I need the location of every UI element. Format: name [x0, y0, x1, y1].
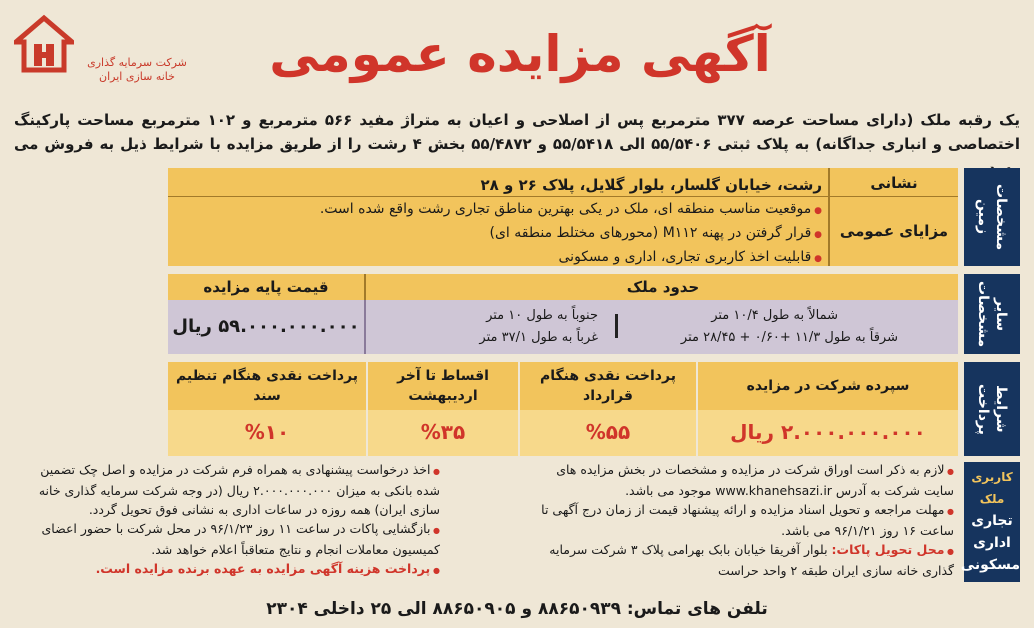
deposit-value: ۲.۰۰۰.۰۰۰.۰۰۰ ریال: [730, 420, 926, 444]
cash-contract-cell: [518, 362, 696, 456]
installment-label: اقساط تا آخر اردیبهشت: [397, 368, 489, 404]
note-item: ● بازگشایی پاکات در ساعت ۱۱ روز ۹۶/۱/۲۳ در محل شرکت با حضور اعضای کمیسیون معاملات انجام و نتایج متعاقباً اعلام خواهد شد.: [14, 519, 440, 559]
house-icon: [14, 14, 74, 74]
address-label: نشانی: [870, 174, 918, 192]
cash-contract-value: %۵۵: [585, 420, 631, 444]
contact-phones: تلفن های تماس: ۸۸۶۵۰۹۳۹ و ۸۸۶۵۰۹۰۵ الی ۲۵ داخلی ۲۳۰۴: [266, 599, 768, 619]
cash-contract-label: پرداخت نقدی هنگام قرارداد: [540, 368, 676, 404]
advantage-item: ● قابلیت اخذ کاربری تجاری، اداری و مسکونی: [182, 246, 822, 270]
section-label-other: سایر مشخصات: [964, 274, 1020, 354]
cash-deed-value: %۱۰: [244, 420, 290, 444]
payment-terms: [168, 362, 958, 456]
cash-deed-label: پرداخت نقدی هنگام تنظیم سند: [175, 368, 359, 404]
price-label: قیمت پایه مزایده: [168, 274, 366, 300]
installment-cell: [366, 362, 518, 456]
usage-label-small: کاربری ملک: [971, 470, 1013, 506]
other-specs-header: [168, 274, 958, 300]
section-label-land: مشخصات زمین: [964, 168, 1020, 266]
advantage-item: ● موقعیت مناسب منطقه ای، ملک در یکی بهترین مناطق تجاری رشت واقع شده است.: [182, 198, 822, 222]
intro-paragraph: یک رقبه ملک (دارای مساحت عرصه ۳۷۷ مترمربع پس از اصلاحی و اعیان به متراژ مفید ۵۶۶ مترمربع و ۱۰۲ مترمربع مساحت پارکینگ اختصاصی و انباری جداگانه) به پلاک ثبتی ۵۵/۵۴۰۶ الی ۵۵/۵۴۱۸ و ۵۵/۴۸۷۲ بخش ۴ رشت را از طریق مزایده با شرایط ذیل به فروش می: [14, 111, 1021, 153]
land-specs-box: [168, 168, 958, 266]
delivery-label: محل تحویل پاکات:: [831, 542, 945, 557]
title-text: آگهی مزایده عمومی: [269, 25, 771, 83]
usage-label: [960, 462, 1020, 582]
notes-right: [534, 460, 954, 580]
logo-text: شرکت سرمایه گذاری خانه سازی ایران: [87, 56, 187, 83]
other-specs-body: [168, 300, 958, 354]
advantages-label: مزایای عمومی: [839, 222, 949, 240]
bound-east: شرقاً به طول ۱۱/۳ +۰/۶۰ + ۲۸/۴۵ متر: [680, 330, 898, 345]
note-item: [534, 540, 954, 580]
delivery-address: بلوار آفریقا خیابان بابک بهرامی پلاک ۳ شرکت سرمایه گذاری خانه سازی ایران طبقه ۲ واحد حراست: [549, 542, 954, 578]
cash-deed-cell: [168, 362, 366, 456]
bound-south: جنوباً به طول ۱۰ متر: [486, 308, 598, 323]
installment-value: %۳۵: [420, 420, 466, 444]
note-item: ● لازم به ذکر است اوراق شرکت در مزایده و مشخصات در بخش مزایده های سایت شرکت به آدرس www.khanehsazi.ir موجود می باشد.: [534, 460, 954, 500]
notes-left: [14, 460, 440, 580]
base-price: ۵۹.۰۰۰.۰۰۰.۰۰۰ ریال: [168, 300, 366, 354]
advantages-list: [182, 198, 822, 270]
note-item: ● اخذ درخواست پیشنهادی به همراه فرم شرکت در مزایده و اصل چک تضمین شده بانکی به میزان ۲.۰۰۰.۰۰۰.۰۰۰ ریال (در وجه شرکت سرمایه گذاری خانه سازی ایران) همه روزه در ساعات اداری به نشانی فوق تحویل گردد.: [14, 460, 440, 519]
bounds-separator: [615, 314, 618, 338]
bounds-label: حدود ملک: [626, 278, 700, 296]
address-value: رشت، خیابان گلسار، بلوار گلایل، پلاک ۲۶ و ۲۸: [480, 176, 822, 194]
section-label-payment: شرایط پرداخت: [964, 362, 1020, 456]
usage-label-main: تجاری اداری مسکونی: [960, 513, 1020, 573]
deposit-label: سپرده شرکت در مزایده: [746, 378, 910, 394]
bound-north: شمالاً به طول ۱۰/۴ متر: [711, 308, 838, 323]
company-logo: [8, 6, 198, 106]
advantage-item: ● قرار گرفتن در پهنه M۱۱۲ (محورهای مختلط منطقه ای): [182, 222, 822, 246]
page-title: [260, 8, 780, 100]
note-item: ● مهلت مراجعه و تحویل اسناد مزایده و ارائه پیشنهاد قیمت از زمان درج آگهی تا ساعت ۱۶ روز ۹۶/۱/۲۱ می باشد.: [534, 500, 954, 540]
bound-west: غرباً به طول ۳۷/۱ متر: [479, 330, 598, 345]
note-item: ● پرداخت هزینه آگهی مزایده به عهده برنده مزایده است.: [14, 559, 440, 580]
deposit-cell: [696, 362, 958, 456]
